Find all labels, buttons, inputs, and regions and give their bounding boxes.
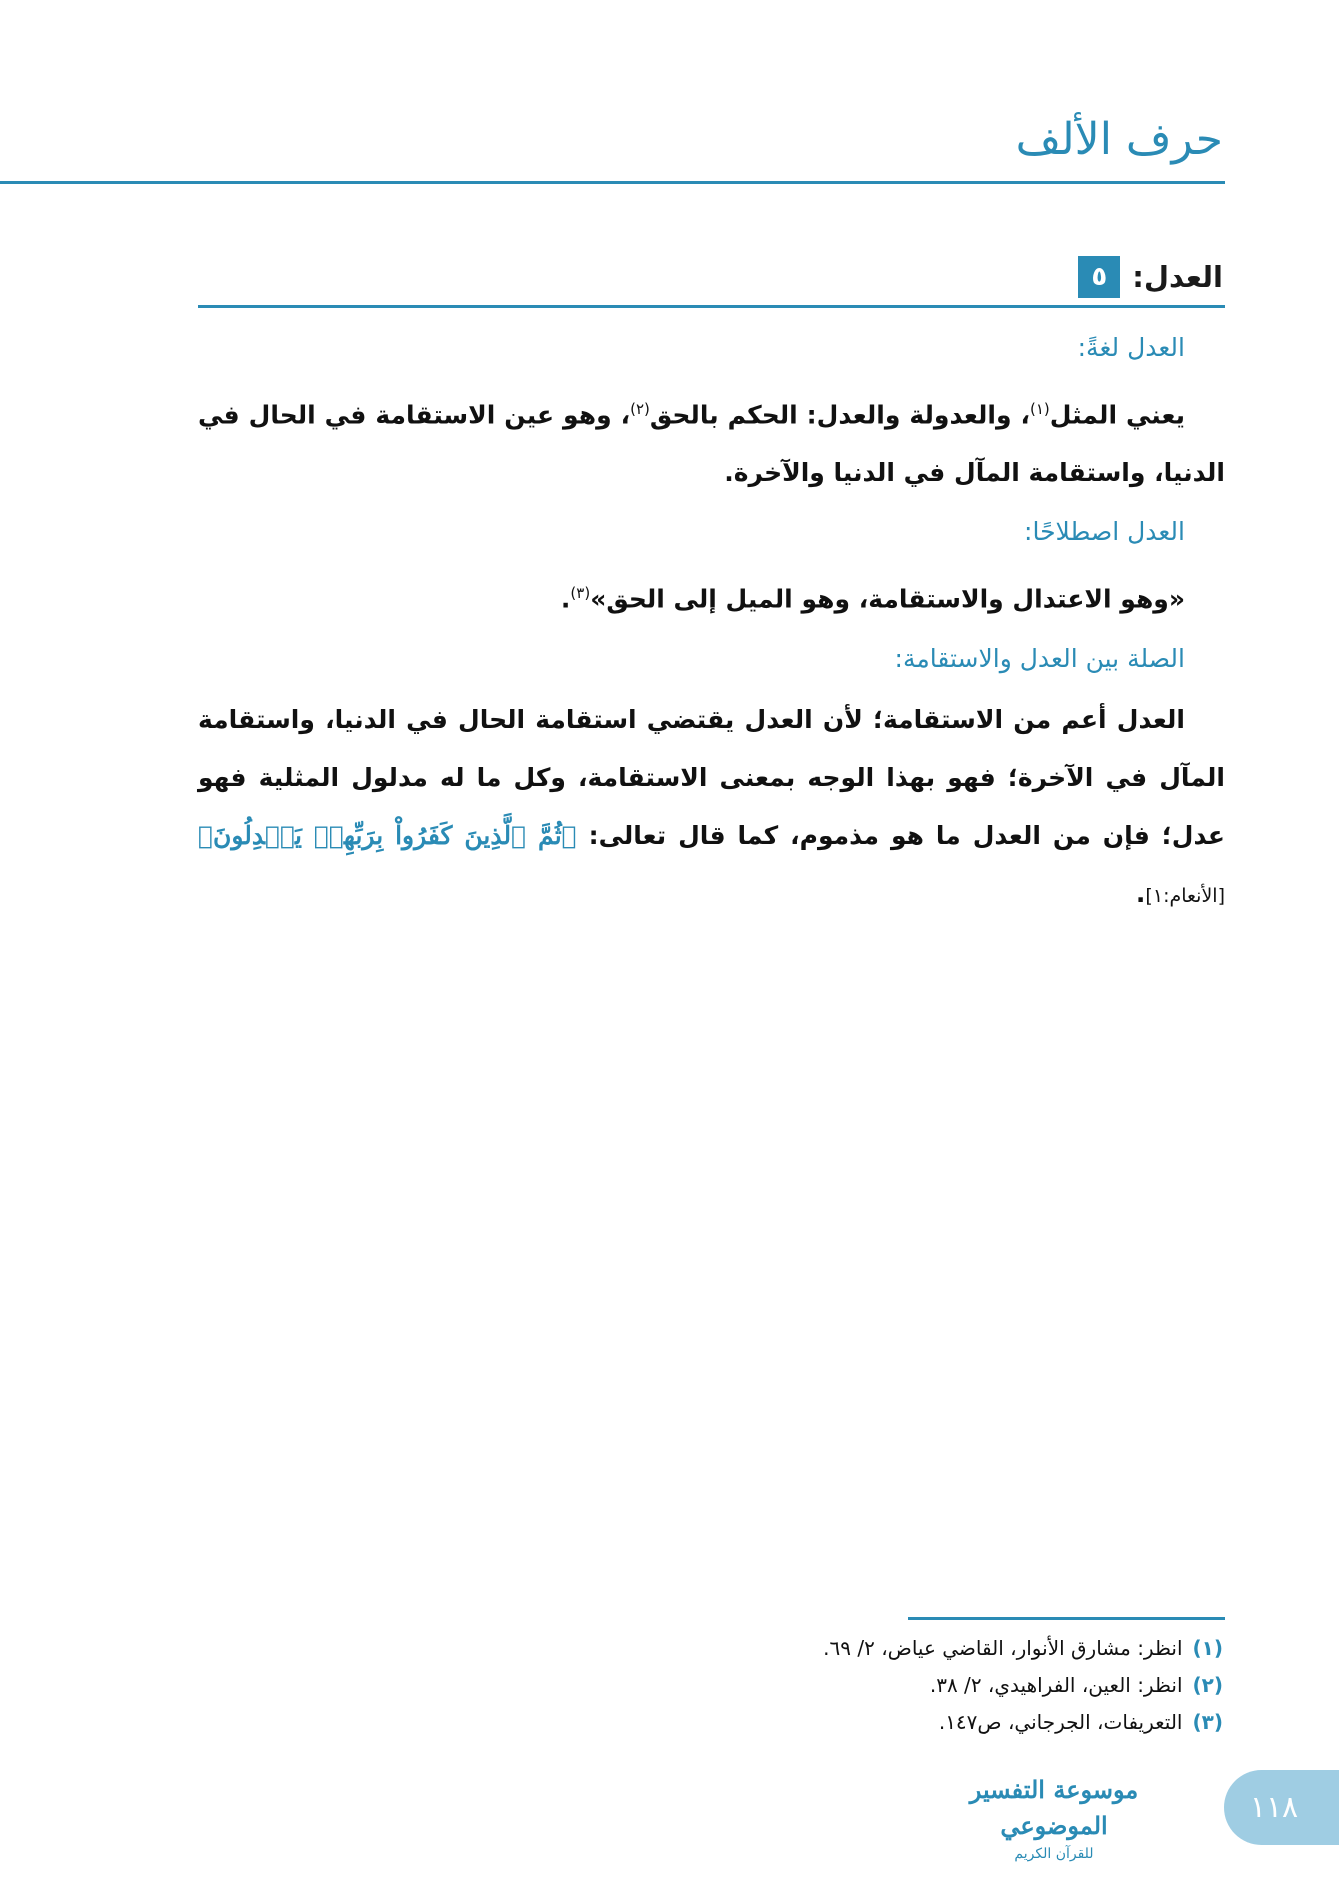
text-segment: ، والعدولة والعدل: الحكم بالحق [649,400,1030,430]
footnote-ref-3[interactable]: (٣) [570,584,591,603]
subheading-technical: العدل اصطلاحًا: [1024,517,1185,547]
footnote-text: انظر: العين، الفراهيدي، ٢/ ٣٨. [929,1673,1183,1697]
encyclopedia-logo [924,1772,1184,1862]
subheading-linguistic: العدل لغةً: [1077,333,1185,362]
footnote-number: (١) [1192,1636,1223,1660]
footnote-ref-2[interactable]: (٢) [630,400,650,418]
quran-verse: ﴿ثُمَّ ٱلَّذِينَ كَفَرُواْ بِرَبِّهِمۡ يَعۡدِلُونَ﴾ [198,820,577,850]
text-segment: ، وهو عين الاستقامة في الحال في الدنيا، واستقامة المآل في الدنيا والآخرة. [198,400,1225,488]
section-heading [1078,256,1223,298]
footnote-item [823,1630,1223,1667]
text-segment: . [1135,878,1146,908]
text-segment: العدل أعم من الاستقامة؛ لأن العدل يقتضي استقامة الحال في الدنيا، واستقامة المآل في الآخرة؛ فهو بهذا الوجه بمعنى الاستقامة، وكل ما له مدلول المثلية فهو عدل؛ فإن من العدل ما هو مذموم، كما قال تعالى: [198,704,1225,850]
footnote-rule [908,1617,1225,1620]
paragraph-technical [198,564,1225,628]
section-title: العدل: [1132,260,1223,294]
section-number-badge: ٥ [1078,256,1120,298]
running-header-title: حرف الألف [1015,114,1223,165]
footnote-number: (٢) [1192,1673,1223,1697]
text-segment: يعني المثل [1049,400,1185,430]
footnote-number: (٣) [1192,1710,1223,1734]
footnote-text: التعريفات، الجرجاني، ص١٤٧. [938,1710,1183,1734]
main-content [198,326,1225,933]
paragraph-linguistic [198,380,1225,502]
section-rule [198,305,1225,308]
logo-main-text: موسوعة التفسير الموضوعي [969,1775,1139,1840]
subheading-relation: الصلة بين العدل والاستقامة: [894,643,1185,673]
page-number: ١١٨ [1249,1790,1299,1825]
surah-reference: [الأنعام:١] [1145,884,1225,907]
footnote-ref-1[interactable]: (١) [1030,400,1050,418]
header-rule [0,181,1225,184]
footnote-item [823,1667,1223,1704]
footnotes [823,1630,1223,1741]
paragraph-relation [198,691,1225,925]
text-segment: «وهو الاعتدال والاستقامة، وهو الميل إلى الحق» [590,584,1185,614]
footnote-text: انظر: مشارق الأنوار، القاضي عياض، ٢/ ٦٩. [823,1636,1183,1660]
text-segment: . [560,584,571,614]
logo-sub-text: للقرآن الكريم [1014,1846,1094,1862]
page-number-badge [1224,1770,1339,1845]
footnote-item [823,1704,1223,1741]
